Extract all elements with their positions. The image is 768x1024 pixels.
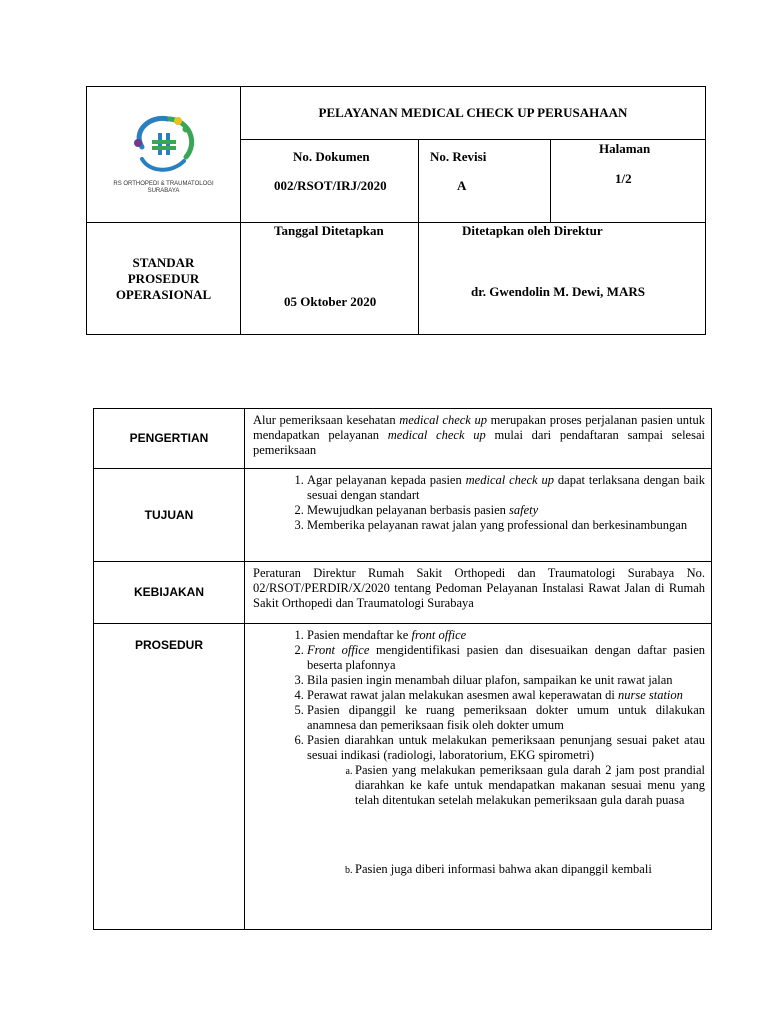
prosedur-item-1-text: Pasien mendaftar ke <box>307 628 412 642</box>
tujuan-item-1-em: medical check up <box>465 473 554 487</box>
prosedur-item-5: 5. Pasien dipanggil ke ruang pemeriksaan dokter umum untuk dilakukan anamnesa dan pemeriksaan fisik oleh dokter umum <box>307 703 705 733</box>
page-cell <box>551 140 706 223</box>
hospital-name <box>113 181 213 195</box>
date-value: 05 Oktober 2020 <box>284 294 377 309</box>
director-name: dr. Gwendolin M. Dewi, MARS <box>471 284 645 299</box>
prosedur-item-4-text: Perawat rawat jalan melakukan asesmen awal keperawatan di <box>307 688 618 702</box>
prosedur-item-2-text: mengidentifikasi pasien dan disesuaikan dengan daftar pasien beserta plafonnya <box>307 643 706 672</box>
revision-label: No. Revisi <box>430 149 487 164</box>
date-label: Tanggal Ditetapkan <box>274 223 384 238</box>
tujuan-item-2-text: Mewujudkan pelayanan berbasis pasien <box>307 503 510 517</box>
prosedur-item-6 <box>307 733 705 877</box>
director-label: Ditetapkan oleh Direktur <box>462 223 603 238</box>
hospital-logo <box>113 113 213 195</box>
sop-line3: OPERASIONAL <box>115 286 212 302</box>
pengertian-content <box>245 409 712 469</box>
pengertian-text-2: merupakan proses perjalanan pasien untuk mendapatkan pelayanan <box>253 413 705 442</box>
kebijakan-label: KEBIJAKAN <box>94 562 245 624</box>
prosedur-item-4-em: nurse station <box>617 688 683 702</box>
prosedur-item-4 <box>307 688 705 703</box>
pengertian-label: PENGERTIAN <box>94 409 245 469</box>
hospital-name-line2: SURABAYA <box>147 188 180 194</box>
kebijakan-content: Peraturan Direktur Rumah Sakit Orthopedi dan Traumatologi Surabaya No. 02/RSOT/PERDIR/X/2020 tentang Pedoman Pelayanan Instalasi Rawat Jalan di Rumah Sakit Orthopedi dan Traumatologi Surabaya <box>245 562 712 624</box>
prosedur-item-3: 3. Bila pasien ingin menambah diluar plafon, sampaikan ke unit rawat jalan <box>307 673 705 688</box>
tujuan-item-3: 3. Memberika pelayanan rawat jalan yang professional dan berkesinambungan <box>307 518 705 533</box>
tujuan-item-1 <box>307 473 705 503</box>
prosedur-item-1-em: front office <box>411 628 467 642</box>
document-title: PELAYANAN MEDICAL CHECK UP PERUSAHAAN <box>241 87 706 140</box>
pengertian-text-1: Alur pemeriksaan kesehatan <box>253 413 400 427</box>
header-table <box>86 86 706 335</box>
prosedur-item-2-em: Front office <box>307 643 370 657</box>
prosedur-item-6-text: Pasien diarahkan untuk melakukan pemeriksaan penunjang sesuai paket atau sesuai indikasi (radiologi, laboratorium, EKG spirometri) <box>307 733 705 762</box>
tujuan-item-2 <box>307 503 705 518</box>
prosedur-sublist <box>307 763 705 877</box>
prosedur-item-1 <box>307 628 705 643</box>
page-label: Halaman <box>599 141 651 156</box>
page-value: 1/2 <box>615 171 632 186</box>
prosedur-subitem-b: b. Pasien juga diberi informasi bahwa akan dipanggil kembali <box>355 862 705 877</box>
prosedur-content <box>245 624 712 930</box>
pengertian-em-2: medical check up <box>387 428 486 442</box>
pengertian-text-3: mulai dari pendaftaran sampai selesai pemeriksaan <box>253 428 705 457</box>
prosedur-item-2 <box>307 643 705 673</box>
tujuan-item-2-em: safety <box>509 503 539 517</box>
pengertian-em-1: medical check up <box>399 413 487 427</box>
doc-number-value: 002/RSOT/IRJ/2020 <box>274 178 387 193</box>
hospital-name-line1: RS ORTHOPEDI & TRAUMATOLOGI <box>113 181 214 187</box>
revision-cell <box>419 140 551 223</box>
sop-content-table <box>93 408 712 930</box>
prosedur-list <box>253 628 705 877</box>
prosedur-subitem-a: a. Pasien yang melakukan pemeriksaan gula darah 2 jam post prandial diarahkan ke kafe untuk mendapatkan makanan sesuai menu yang telah ditentukan setelah melakukan pemeriksaan gula darah puasa <box>355 763 705 862</box>
tujuan-item-1-text: Agar pelayanan kepada pasien <box>307 473 466 487</box>
date-cell <box>241 223 419 335</box>
logo-cell <box>87 87 241 223</box>
sop-line1: STANDAR <box>132 254 195 270</box>
hospital-logo-icon <box>124 113 204 175</box>
doc-number-cell <box>241 140 419 223</box>
director-cell <box>419 223 706 335</box>
sop-line2: PROSEDUR <box>127 270 200 286</box>
tujuan-list <box>253 473 705 533</box>
prosedur-label: PROSEDUR <box>94 624 245 930</box>
sop-label <box>87 223 241 335</box>
doc-number-label: No. Dokumen <box>293 149 370 164</box>
tujuan-label: TUJUAN <box>94 469 245 562</box>
tujuan-item-1-text-b: dapat terlaksana dengan baik sesuai dengan standart <box>307 473 705 502</box>
revision-value: A <box>457 178 467 193</box>
tujuan-content <box>245 469 712 562</box>
